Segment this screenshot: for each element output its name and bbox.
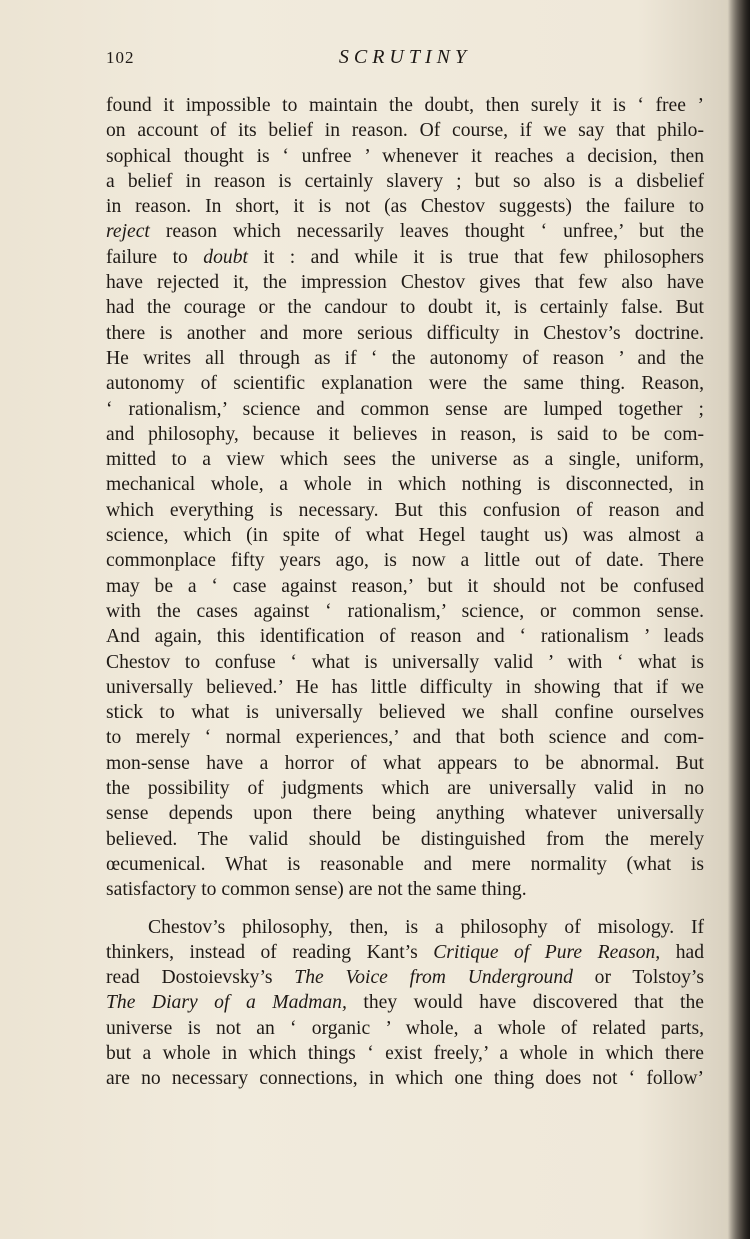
text-line: sense depends upon there being anything whatever universally	[106, 803, 704, 825]
running-title: SCRUTINY	[338, 46, 472, 68]
text-line: ‘ rationalism,’ science and common sense are lumped together ;	[106, 398, 704, 420]
text-line: found it impossible to maintain the doubt, then surely it is ‘ free ’	[106, 95, 704, 116]
page-header	[106, 44, 704, 74]
text-line: Chestov’s philosophy, then, is a philosophy of misology. If	[148, 916, 704, 938]
text-line: may be a ‘ case against reason,’ but it should not be confused	[106, 575, 704, 597]
text-line: commonplace fifty years ago, is now a little out of date. There	[106, 550, 704, 572]
paragraph-gap	[106, 903, 704, 915]
text-line: mechanical whole, a whole in which nothing is disconnected, in	[106, 474, 704, 496]
text-line: science, which (in spite of what Hegel taught us) was almost a	[106, 525, 704, 547]
text-line: reject reason which necessarily leaves thought ‘ unfree,’ but the	[106, 221, 704, 243]
text-line: on account of its belief in reason. Of course, if we say that philo-	[106, 120, 704, 142]
text-line: which everything is necessary. But this confusion of reason and	[106, 499, 704, 521]
text-line: read Dostoievsky’s The Voice from Underground or Tolstoy’s	[106, 967, 704, 989]
text-line: the possibility of judgments which are universally valid in no	[106, 778, 704, 800]
text-line: there is another and more serious difficulty in Chestov’s doctrine.	[106, 322, 704, 344]
text-line: universally believed.’ He has little difficulty in showing that if we	[106, 676, 704, 698]
body-text	[106, 93, 704, 1092]
text-line: autonomy of scientific explanation were the same thing. Reason,	[106, 373, 704, 395]
text-line: mon-sense have a horror of what appears to be abnormal. But	[106, 752, 704, 774]
text-line: universe is not an ‘ organic ’ whole, a whole of related parts,	[106, 1017, 704, 1039]
text-line: œcumenical. What is reasonable and mere normality (what is	[106, 853, 704, 875]
text-line: thinkers, instead of reading Kant’s Critique of Pure Reason, had	[106, 941, 704, 963]
text-line: have rejected it, the impression Chestov gives that few also have	[106, 272, 704, 294]
text-line: in reason. In short, it is not (as Chestov suggests) the failure to	[106, 196, 704, 218]
text-line: had the courage or the candour to doubt it, is certainly false. But	[106, 297, 704, 319]
text-line: He writes all through as if ‘ the autonomy of reason ’ and the	[106, 347, 704, 369]
text-line: with the cases against ‘ rationalism,’ science, or common sense.	[106, 600, 704, 622]
text-line: Chestov to confuse ‘ what is universally valid ’ with ‘ what is	[106, 651, 704, 673]
page-number: 102	[106, 48, 135, 67]
text-line: mitted to a view which sees the universe as a single, uniform,	[106, 449, 704, 471]
text-line: to merely ‘ normal experiences,’ and that both science and com-	[106, 727, 704, 749]
text-line: but a whole in which things ‘ exist freely,’ a whole in which there	[106, 1042, 704, 1064]
text-line: The Diary of a Madman, they would have discovered that the	[106, 992, 704, 1014]
text-line: And again, this identification of reason and ‘ rationalism ’ leads	[106, 626, 704, 648]
paragraph-1	[106, 93, 704, 903]
text-line: believed. The valid should be distinguished from the merely	[106, 828, 704, 850]
text-line: stick to what is universally believed we shall confine ourselves	[106, 702, 704, 724]
text-line: satisfactory to common sense) are not the same thing.	[106, 879, 527, 901]
text-line: a belief in reason is certainly slavery ; but so also is a disbelief	[106, 170, 704, 192]
text-line: failure to doubt it : and while it is true that few philosophers	[106, 246, 704, 268]
text-line: and philosophy, because it believes in reason, is said to be com-	[106, 423, 704, 445]
paragraph-2	[106, 915, 704, 1092]
page-edge-shadow	[728, 0, 750, 1239]
text-line: are no necessary connections, in which one thing does not ‘ follow’	[106, 1068, 704, 1090]
text-line: sophical thought is ‘ unfree ’ whenever it reaches a decision, then	[106, 145, 704, 167]
